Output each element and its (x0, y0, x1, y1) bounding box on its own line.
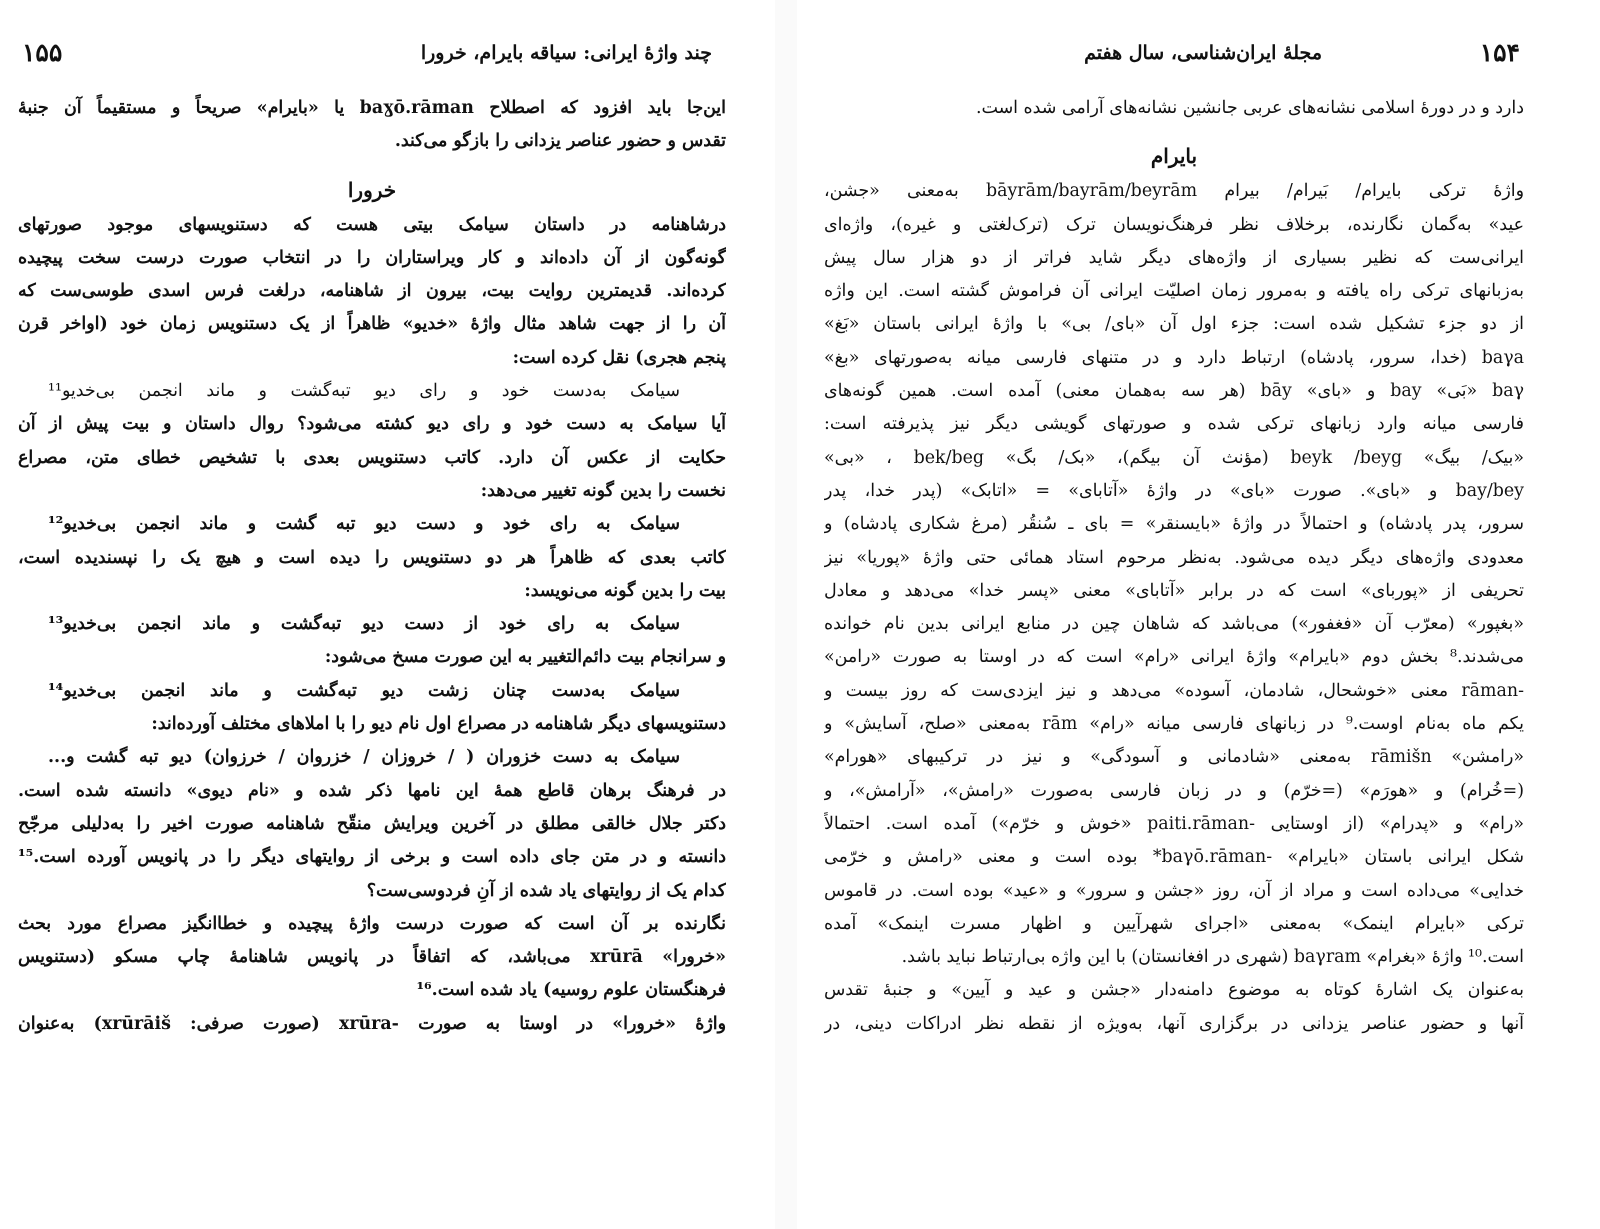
verse-line: سیامک به رای خود از دست دیو تبه‌گشت و ماند انجمن بی‌خدیو¹³ (48, 614, 680, 635)
paragraph-line: واژهٔ «خرورا» در اوستا به صورت -xrūra (صورت صرفی: xrūrāiš) به‌عنوان (18, 1013, 726, 1034)
paragraph-line: تحریفی از «پوربای» است که در برابر «آتابای» معنی «پسر خدا» می‌دهد و معادل (824, 580, 1524, 601)
paragraph-line: نگارنده بر آن است که صورت درست واژهٔ پیچیده و خطاانگیز مصراع مورد بحث (18, 913, 726, 934)
paragraph-line: آن را از جهت شاهد مثال واژهٔ «خدیو» ظاهراً از یک دستنویس زمان خود (اواخر قرن (18, 314, 726, 335)
left-page-number: ۱۵۵ (22, 38, 63, 67)
right-page-header (800, 38, 1600, 78)
paragraph-line: دانسته و در متن جای داده است و برخی از روایتهای دیگر را در پانویس آورده است.¹⁵ (18, 847, 726, 868)
paragraph-line: معدودی واژه‌های دیگر دیده می‌شود. به‌نظر مرحوم استاد همائی حتی واژهٔ «پوریا» نیز (824, 547, 1524, 568)
paragraph-line: «خرورا» xrūrā می‌باشد، که اتفاقاً در پانویس شاهنامهٔ چاپ مسکو (دستنویس (18, 947, 726, 968)
paragraph-line: دستنویسهای دیگر شاهنامه در مصراع اول نام دیو را با املاهای مختلف آورده‌اند: (151, 714, 726, 735)
paragraph-line: «بیک/ بیگ» beyk /beyg (مؤنث آن بیگم)، «بک/ بگ» bek/beg ، «بی» (824, 447, 1524, 468)
paragraph-line: خدایی» می‌داده است و مراد از آن، روز «جشن و سرور» و «عید» بوده است. در قاموس (824, 880, 1524, 901)
paragraph-line: «بغپور» (معرّب آن «فغفور») می‌باشد که شاهان چین در منابع ایرانی بدین نام خوانده (824, 614, 1524, 635)
paragraph-line: آنها و حضور عناصر یزدانی در برگزاری آنها، به‌ویژه از نقطه نظر ادراکات دینی، در (824, 1013, 1524, 1034)
paragraph-line: واژهٔ ترکی بایرام/ بَیرام/ بیرام bāyrām/bayrām/beyrām به‌معنی «جشن، (824, 181, 1524, 202)
section-title-bayram: بایرام (1150, 144, 1198, 169)
paragraph-line: حکایت از عکس آن دارد. کاتب دستنویس بعدی با تشخیص خطای متن، مصراع (18, 447, 726, 468)
paragraph-line: به‌زبانهای ترکی راه یافته و به‌مرور زمان اصلیّت ایرانی آن فراموش گشته است. این واژه (824, 281, 1524, 302)
paragraph-line: آیا سیامک به دست خود و رای دیو کشته می‌شود؟ روال داستان و بیت پیش از آن (18, 414, 726, 435)
paragraph-line: baγa (خدا، سرور، پادشاه) ارتباط دارد و در متنهای فارسی میانه به‌صورتهای «بغ» (824, 347, 1524, 368)
right-page (800, 0, 1600, 1229)
paragraph-line: عید» به‌گمان نگارنده، برخلاف نظر فرهنگ‌نویسان ترک (ترک‌لغتی و غیره)، واژه‌ای (824, 214, 1524, 235)
paragraph-line: ترکی «بایرام اینمک» به‌معنی «اجرای شهرآیین و اظهار مسرت اینمک» آمده (824, 913, 1524, 934)
paragraph-line: baγ «بَی» bay و «بای» bāy (هر سه به‌همان معنی) آمده است. همین گونه‌های (824, 381, 1524, 402)
paragraph-line: درشاهنامه در داستان سیامک بیتی هست که دستنویسهای موجود صورتهای (18, 214, 726, 235)
paragraph-line: کرده‌اند. قدیمترین روایت بیت، بیرون از شاهنامه، درلغت فرس اسدی طوسی‌ست که (18, 281, 726, 302)
paragraph-line: پنجم هجری) نقل کرده است: (512, 347, 726, 368)
intro-line: تقدس و حضور عناصر یزدانی را بازگو می‌کند. (394, 131, 726, 152)
right-page-body (824, 92, 1524, 1041)
left-page-header (0, 38, 770, 78)
paragraph-line: فارسی میانه وارد زبانهای ترکی شده و صورتهای گویشی دیگر نیز پذیرفته است: (824, 414, 1524, 435)
left-page (0, 0, 770, 1229)
paragraph-line: کدام یک از روایتهای یاد شده از آنِ فردوسی‌ست؟ (366, 880, 726, 901)
paragraph-line: دکتر جلال خالقی مطلق در آخرین ویرایش منقّح شاهنامه صورت اخیر را به‌دلیلی مرجّح (18, 813, 726, 834)
paragraph-line: (=خُرام) و «هورَم» (=خرّم) و در زبان فارسی به‌صورت «رامش»، «آرامش»، و (824, 780, 1524, 801)
verse-line: سیامک به رای خود و دست دیو تبه گشت و ماند انجمن بی‌خدیو¹² (48, 514, 680, 535)
left-page-body (18, 92, 726, 1041)
section-title-khrura: خرورا (347, 177, 397, 202)
left-running-title: چند واژهٔ ایرانی: سیاقه بایرام، خرورا (420, 42, 712, 64)
paragraph-line: سرور، پدر پادشاه) و احتمالاً در واژهٔ «بایسنقر» = بای ـ سُنقُر (مرغ شکاری پادشاه) و (824, 514, 1524, 535)
paragraph-line: و سرانجام بیت دائم‌التغییر به این صورت مسخ می‌شود: (324, 647, 726, 668)
intro-line: دارد و در دورهٔ اسلامی نشانه‌های عربی جانشین نشانه‌های آرامی شده است. (976, 98, 1524, 118)
intro-line: این‌جا باید افزود که اصطلاح baɣō.rāman یا «بایرام» صریحاً و مستقیماً آن جنبهٔ (18, 98, 726, 118)
paragraph-line: کاتب بعدی که ظاهراً هر دو دستنویس را دیده است و هیچ یک را نپسندیده است، (18, 547, 726, 568)
paragraph-line: است.¹⁰ واژهٔ «بغرام» baγram (شهری در افغانستان) با این واژه بی‌ارتباط نباید باشد. (901, 947, 1524, 968)
paragraph-line: ایرانی‌ست که نظیر بسیاری از واژه‌های دیگر شاید فراتر از دو هزار سال پیش (824, 247, 1524, 268)
paragraph-line: بیت را بدین گونه می‌نویسد: (524, 580, 726, 601)
paragraph-line: فرهنگستان علوم روسیه) یاد شده است.¹⁶ (416, 980, 726, 1001)
paragraph-line: bay/bey و «بای». صورت «بای» در واژهٔ «آتابای» = «اتابک» (پدر خدا، پدر (824, 480, 1524, 501)
right-running-title: مجلهٔ ایران‌شناسی، سال هفتم (1084, 42, 1322, 64)
paragraph-line: به‌عنوان یک اشارهٔ کوتاه به موضوع دامنه‌دار «جشن و عید و آیین» و جنبهٔ تقدس (824, 980, 1524, 1001)
paragraph-line: یکم ماه به‌نام اوست.⁹ در زبانهای فارسی میانه «رام» rām به‌معنی «صلح، آسایش» و (824, 714, 1524, 735)
paragraph-line: «رامشن» rāmišn به‌معنی «شادمانی و آسودگی» و نیز در ترکیبهای «هورام» (824, 747, 1524, 768)
paragraph-line: «رام» و «پدرام» (از اوستایی -paiti.rāman «خوش و خرّم») آمده است. احتمالاً (824, 813, 1524, 834)
paragraph-line: نخست را بدین گونه تغییر می‌دهد: (480, 480, 726, 501)
verse-line: سیامک به‌دست چنان زشت دیو تبه‌گشت و ماند انجمن بی‌خدیو¹⁴ (48, 680, 680, 701)
paragraph-line: می‌شدند.⁸ بخش دوم «بایرام» واژهٔ ایرانی «رام» است که در اوستا به صورت «رامن» (824, 647, 1524, 668)
paragraph-line: شکل ایرانی باستان «بایرام» -baγō.rāman* بوده است و معنی «رامش و خرّمی (824, 847, 1524, 868)
spine-gutter (775, 0, 797, 1229)
paragraph-line: -rāman معنی «خوشحال، شادمان، آسوده» می‌دهد و نیز ایزدی‌ست که روز بیست و (824, 680, 1524, 701)
verse-line: سیامک به‌دست خود و رای دیو تبه‌گشت و ماند انجمن بی‌خدیو¹¹ (48, 381, 680, 402)
verse-line: سیامک به دست خزوران ( / خروزان / خزروان / خرزوان) دیو تبه گشت و... (48, 747, 680, 768)
paragraph-line: گونه‌گون از آن داده‌اند و کار ویراستاران را در انتخاب صورت درست سخت پیچیده (18, 247, 726, 268)
right-page-number: ۱۵۴ (1479, 38, 1520, 67)
paragraph-line: در فرهنگ برهان قاطع همهٔ این نامها ذکر شده و «نام دیوی» دانسته شده است. (18, 780, 726, 801)
paragraph-line: از دو جزء تشکیل شده است: جزء اول آن «بای/ بی» با واژهٔ ایرانی باستان «بَغ» (824, 314, 1524, 335)
